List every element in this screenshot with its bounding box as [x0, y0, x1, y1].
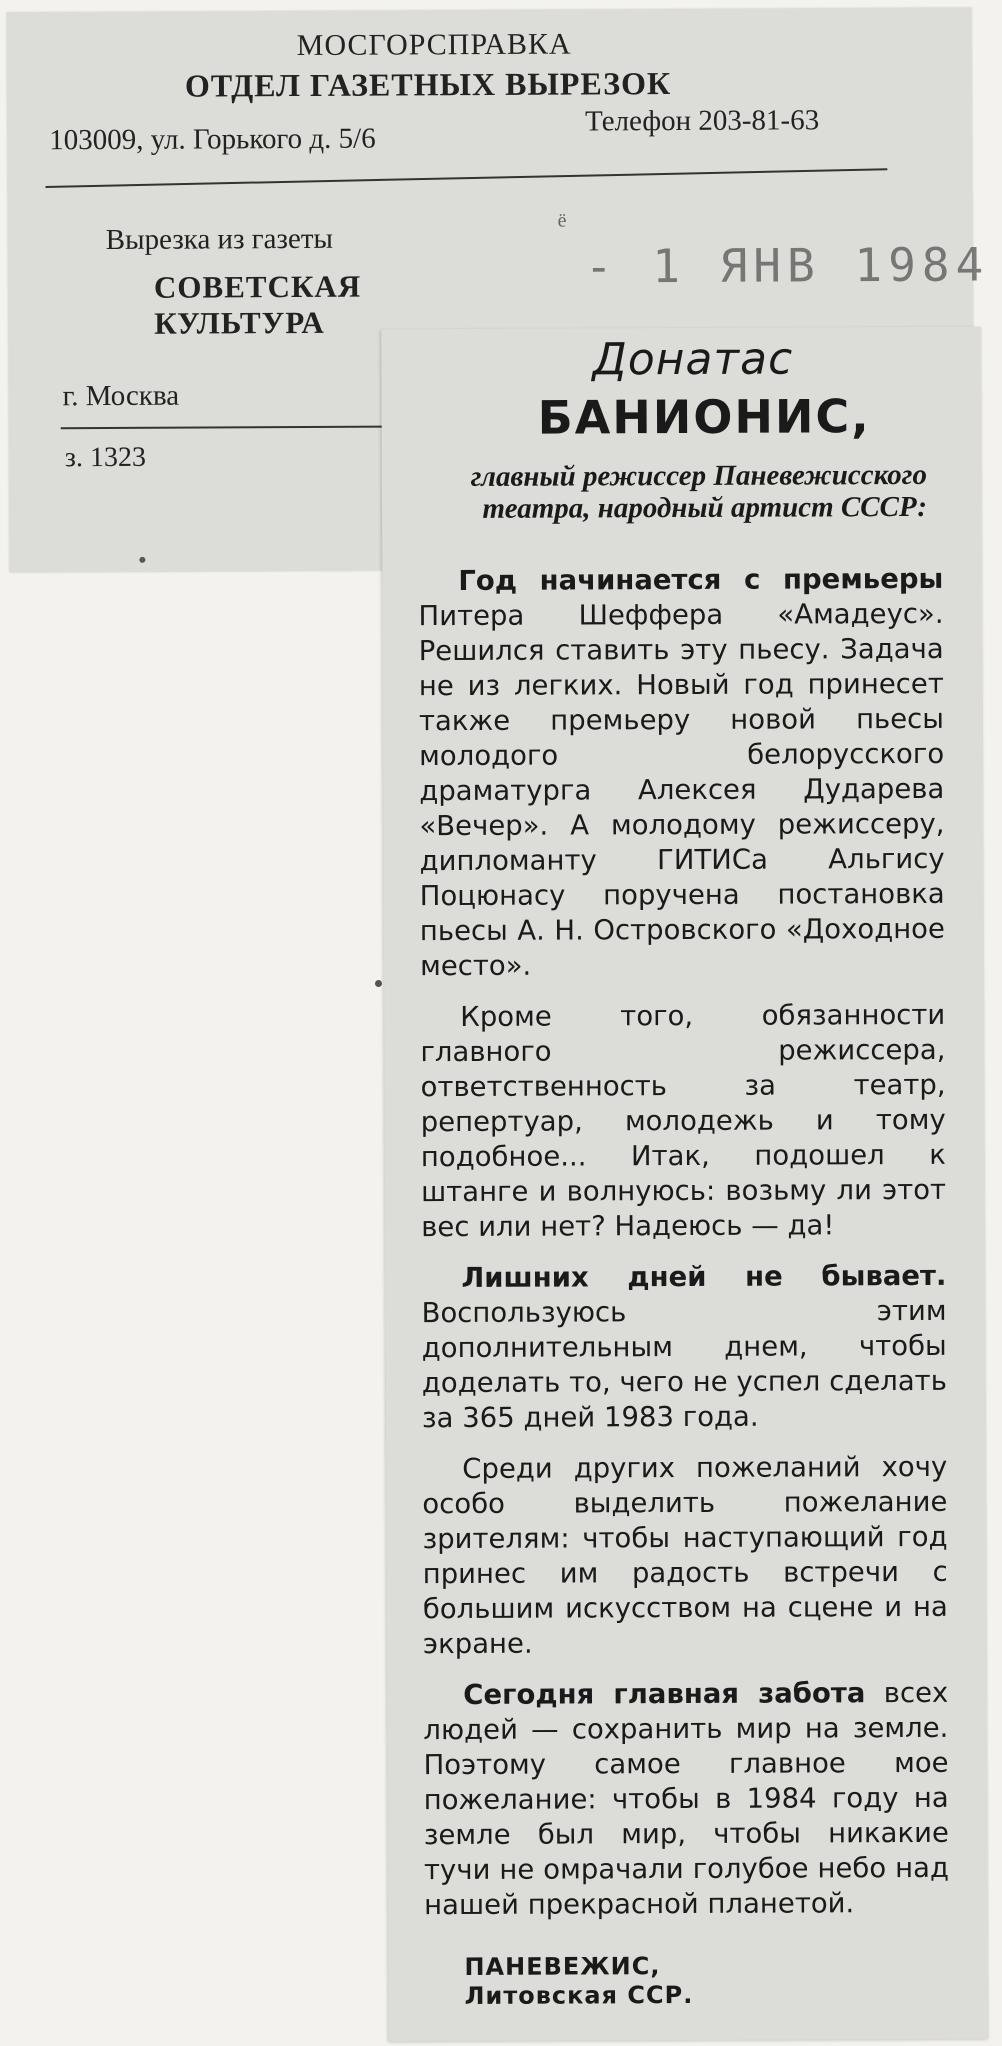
lead-phrase: Сегодня главная забота — [463, 1677, 866, 1711]
author-last-name: БАНИОНИС, — [537, 389, 871, 445]
agency-name: МОСГОРСПРАВКА — [296, 27, 572, 63]
newspaper-name-line1: СОВЕТСКАЯ — [153, 268, 362, 305]
department-name: ОТДЕЛ ГАЗЕТНЫХ ВЫРЕЗОК — [184, 65, 672, 104]
header-divider — [45, 168, 887, 188]
author-first-name: Донатас — [592, 333, 794, 386]
article-body — [418, 562, 949, 1939]
agency-phone: Телефон 203-81-63 — [585, 104, 820, 138]
paragraph-text: Среди других пожеланий хочу особо выделить пожелание зрителям: чтобы наступающий год принес им радость встречи с большим искусством на сцене и на экране. — [422, 1450, 948, 1661]
order-number: з. 1323 — [64, 441, 147, 474]
newspaper-name-line2: КУЛЬТУРА — [154, 304, 325, 341]
article-signature — [464, 1952, 693, 2011]
paragraph-text: Питера Шеффера «Амадеус». Решился ставить эту пьесу. Задача не из легких. Новый год принесет также премьеру новой пьесы молодого белорусского драматурга Алексея Дударева «Вечер». А молодому режиссеру, дипломанту ГИТИСа Альгису Поцюнасу поручена постановка пьесы А. Н. Островского «Доходное место». — [418, 597, 945, 983]
article-paragraph — [421, 1259, 947, 1436]
article-paragraph — [423, 1676, 949, 1923]
agency-address: 103009, ул. Горького д. 5/6 — [49, 122, 376, 157]
author-role: главный режиссер Паневежисского театра, народный артист СССР: — [470, 458, 928, 525]
lead-phrase: Лишних дней не бывает. — [461, 1259, 947, 1294]
clip-source-label: Вырезка из газеты — [105, 222, 334, 257]
paragraph-text: всех людей — сохранить мир на земле. Поэтому самое главное мое пожелание: чтобы в 1984 году на земле был мир, чтобы никакие тучи не омрачали голубое небо над нашей прекрасной планетой. — [423, 1676, 950, 1922]
stamp-tick-mark: ё — [557, 209, 567, 232]
speck-dot — [139, 557, 145, 563]
article-paragraph — [422, 1450, 948, 1662]
signature-republic: Литовская ССР. — [464, 1980, 694, 2010]
paragraph-text: Воспользуюсь этим дополнительным днем, чтобы доделать то, чего не успел сделать за 365 дней 1983 года. — [421, 1294, 947, 1435]
newspaper-clipping — [381, 327, 988, 2042]
article-paragraph — [418, 562, 945, 984]
speck-dot — [375, 980, 382, 987]
signature-city: ПАНЕВЕЖИС, — [464, 1952, 661, 1981]
newspaper-city: г. Москва — [62, 379, 180, 413]
paragraph-text: Кроме того, обязанности главного режиссера, ответственность за театр, репертуар, молодежь и тому подобное... Итак, подошел к штанге и волнуюсь: возьму ли этот вес или нет? Надеюсь — да! — [420, 998, 947, 1244]
city-divider — [61, 425, 401, 429]
date-stamp: - 1 ЯНВ 1984 — [584, 237, 990, 294]
article-paragraph — [420, 998, 946, 1245]
lead-phrase: Год начинается с премьеры — [458, 562, 944, 597]
